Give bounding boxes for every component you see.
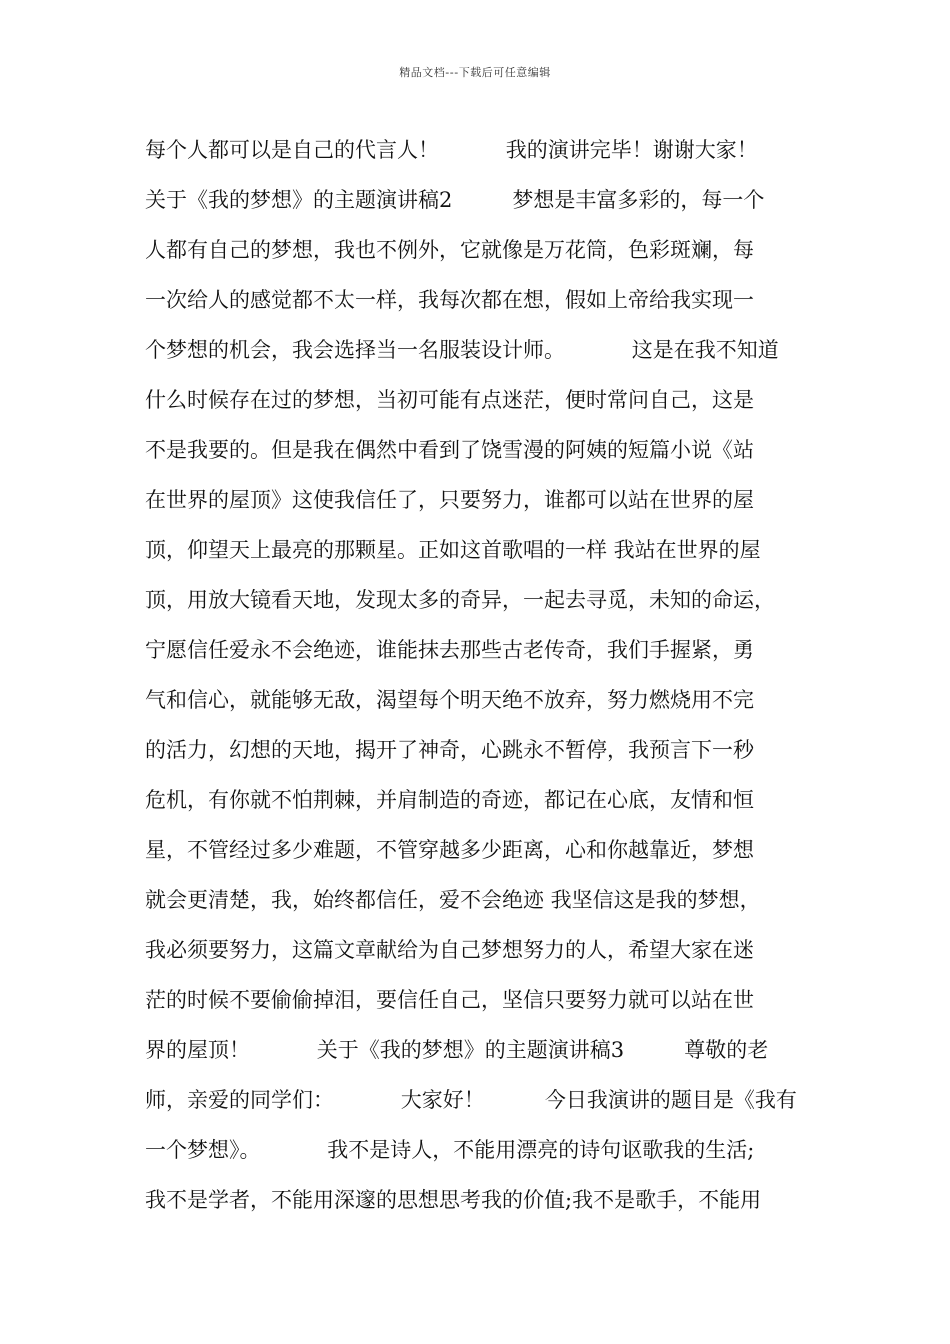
text-line: 界的屋顶！ 关于《我的梦想》的主题演讲稿3 尊敬的老 bbox=[145, 1038, 769, 1062]
text-line: 在世界的屋顶》这使我信任了，只要努力，谁都可以站在世界的屋 bbox=[145, 488, 754, 512]
text-line: 不是我要的。但是我在偶然中看到了饶雪漫的阿姨的短篇小说《站 bbox=[145, 438, 754, 462]
text-line: 我必须要努力，这篇文章献给为自己梦想努力的人，希望大家在迷 bbox=[145, 938, 754, 962]
text-line: 宁愿信任爱永不会绝迹，谁能抹去那些古老传奇，我们手握紧，勇 bbox=[145, 638, 754, 662]
document-body bbox=[145, 132, 825, 1232]
text-line: 我不是学者，不能用深邃的思想思考我的价值;我不是歌手，不能用 bbox=[145, 1188, 762, 1212]
text-line: 每个人都可以是自己的代言人！ 我的演讲完毕！谢谢大家！ bbox=[145, 138, 758, 162]
text-line: 一次给人的感觉都不太一样，我每次都在想，假如上帝给我实现一 bbox=[145, 288, 754, 312]
text-line: 人都有自己的梦想，我也不例外，它就像是万花筒，色彩斑斓，每 bbox=[145, 238, 754, 262]
text-line: 师，亲爱的同学们： 大家好！ 今日我演讲的题目是《我有 bbox=[145, 1088, 797, 1112]
text-line: 危机，有你就不怕荆棘，并肩制造的奇迹，都记在心底，友情和恒 bbox=[145, 788, 754, 812]
text-line: 一个梦想》。 我不是诗人，不能用漂亮的诗句讴歌我的生活; bbox=[145, 1138, 755, 1162]
text-line: 个梦想的机会，我会选择当一名服装设计师。 这是在我不知道 bbox=[145, 338, 779, 362]
text-line: 什么时候存在过的梦想，当初可能有点迷茫，便时常问自己，这是 bbox=[145, 388, 754, 412]
text-line: 关于《我的梦想》的主题演讲稿2 梦想是丰富多彩的，每一个 bbox=[145, 188, 765, 212]
text-line: 顶，仰望天上最亮的那颗星。正如这首歌唱的一样 我站在世界的屋 bbox=[145, 538, 761, 562]
text-line: 的活力，幻想的天地，揭开了神奇，心跳永不暂停，我预言下一秒 bbox=[145, 738, 754, 762]
text-line: 气和信心，就能够无敌，渴望每个明天绝不放弃，努力燃烧用不完 bbox=[145, 688, 754, 712]
page-header: 精品文档---下载后可任意编辑 bbox=[399, 66, 551, 79]
text-line: 就会更清楚，我，始终都信任，爱不会绝迹 我坚信这是我的梦想， bbox=[145, 888, 761, 912]
text-line: 星，不管经过多少难题，不管穿越多少距离，心和你越靠近，梦想 bbox=[145, 838, 754, 862]
text-line: 顶，用放大镜看天地，发现太多的奇异，一起去寻觅，未知的命运， bbox=[145, 588, 775, 612]
text-line: 茫的时候不要偷偷掉泪，要信任自己，坚信只要努力就可以站在世 bbox=[145, 988, 754, 1012]
